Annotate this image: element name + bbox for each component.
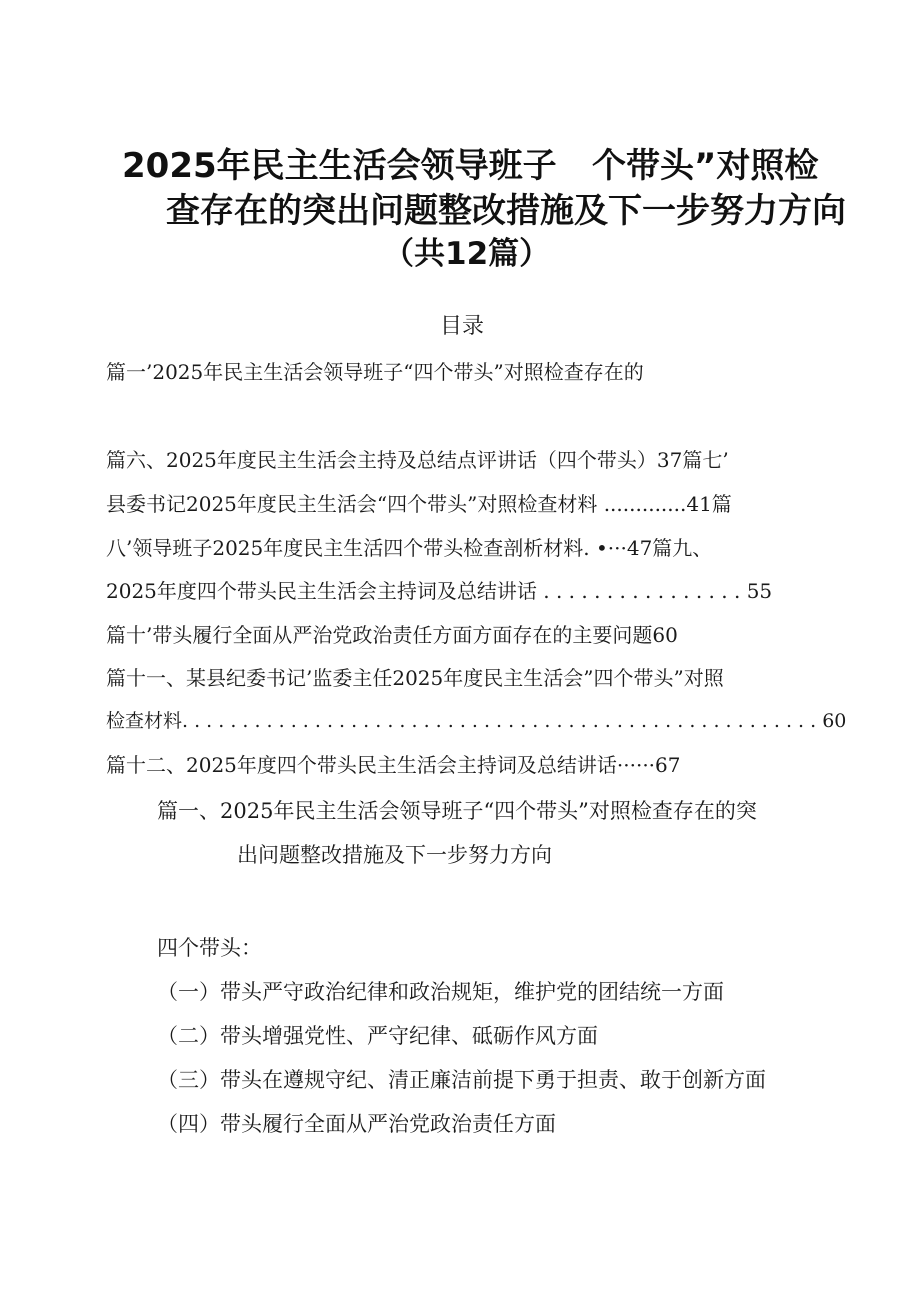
section-item: （四）带头履行全面从严治党政治责任方面 [157,1112,556,1136]
section-heading-line-2: 出问题整改措施及下一步努力方向 [237,843,552,867]
section-item: （一）带头严守政治纪律和政治规矩，维护党的团结统一方面 [157,980,724,1004]
toc-line[interactable]: 八’领导班子2025年度民主生活四个带头检查剖析材料. •···47篇九、 [106,536,713,560]
toc-line[interactable]: 篇六、2025年度民主生活会主持及总结点评讲话（四个带头）37篇七’ [106,448,729,472]
section-heading-line-1: 篇一、2025年民主生活会领导班子“四个带头”对照检查存在的突 [157,799,757,823]
title-line-2: 查存在的突出问题整改措施及下一步努力方向 [166,191,846,231]
title-line-1-left: 2025年民主生活会领导班子 [122,146,557,186]
toc-line[interactable]: 篇十二、2025年度四个带头民主生活会主持词及总结讲话······67 [106,753,681,777]
toc-heading: 目录 [440,314,485,339]
toc-line[interactable]: 检查材料. . . . . . . . . . . . . . . . . . . . . . . . . . . . . . . . . . . . . . . . . . . . . . . . . . . . . 60 [106,710,847,732]
toc-line[interactable]: 篇一’2025年民主生活会领导班子“四个带头”对照检查存在的 [106,360,644,384]
section-intro: 四个带头： [157,936,262,960]
toc-line[interactable]: 篇十一、某县纪委书记’监委主任2025年度民主生活会”四个带头”对照 [106,666,724,690]
toc-line[interactable]: 2025年度四个带头民主生活会主持词及总结讲话 . . . . . . . . . . . . . . . . 55 [106,579,773,603]
title-line-3: （共12篇） [383,236,551,272]
toc-line[interactable]: 县委书记2025年度民主生活会“四个带头”对照检查材料 .............41篇 [106,492,732,516]
section-item: （二）带头增强党性、严守纪律、砥砺作风方面 [157,1024,598,1048]
title-line-1-right: 个带头”对照检 [592,146,819,186]
section-item: （三）带头在遵规守纪、清正廉洁前提下勇于担责、敢于创新方面 [157,1068,766,1092]
toc-line[interactable]: 篇十’带头履行全面从严治党政治责任方面方面存在的主要问题60 [106,623,678,647]
